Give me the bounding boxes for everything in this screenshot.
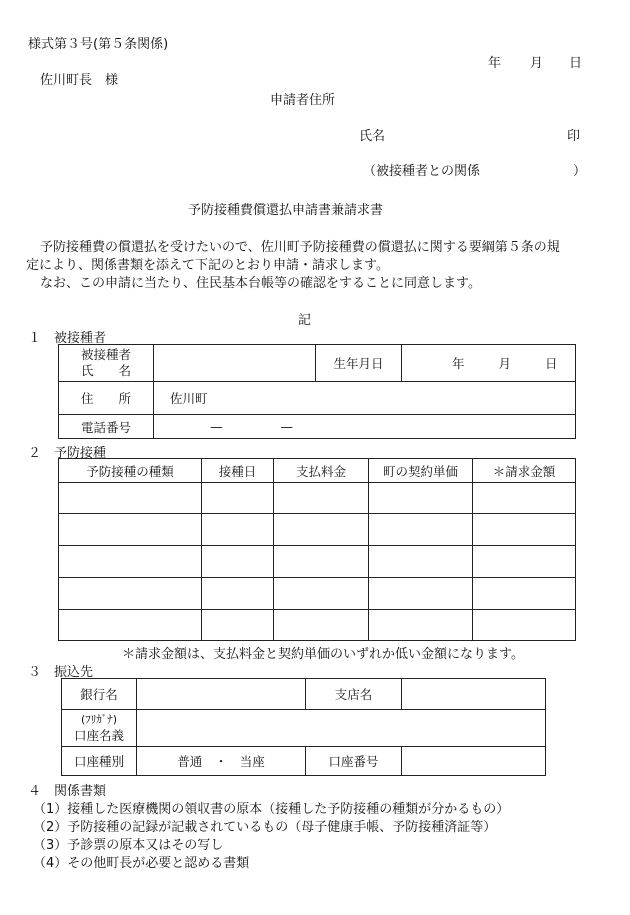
table-row [59, 546, 576, 578]
addressee: 佐川町長 様 [40, 73, 119, 88]
body-line-2: 定により、関係書類を添えて下記のとおり申請・請求します。 [26, 258, 389, 273]
cell[interactable] [59, 578, 202, 610]
section2-heading: ２ 予防接種 [28, 446, 107, 461]
table-row [59, 514, 576, 546]
account-holder-field[interactable] [137, 710, 546, 747]
cell[interactable] [473, 610, 576, 641]
list-item: （1）接種した医療機関の領収書の原本（接種した予防接種の種類が分かるもの） [33, 802, 510, 817]
body-line-1: 予防接種費の償還払を受けたいので、佐川町予防接種費の償還払に関する要綱第５条の規 [40, 240, 560, 255]
form-number: 様式第３号(第５条関係) [28, 37, 169, 52]
account-type-label: 口座種別 [62, 747, 137, 776]
cell[interactable] [202, 514, 274, 546]
cell[interactable] [274, 483, 369, 514]
cell[interactable] [274, 610, 369, 641]
cell[interactable] [369, 514, 473, 546]
cell[interactable] [473, 578, 576, 610]
bank-table [61, 678, 546, 776]
cell[interactable] [274, 578, 369, 610]
date-month: 月 [530, 56, 544, 71]
ki-mark: 記 [298, 313, 312, 328]
table-row [59, 610, 576, 641]
birth-month: 月 [498, 356, 512, 371]
seal-mark: 印 [567, 129, 581, 144]
birth-year: 年 [452, 356, 465, 371]
col-vaccination-date: 接種日 [202, 459, 274, 483]
applicant-name-label: 氏名 [359, 129, 386, 144]
list-item: （4）その他町長が必要と認める書類 [33, 856, 250, 871]
branch-name-field[interactable] [402, 679, 546, 710]
address-field[interactable]: 佐川町 [154, 382, 576, 415]
document-title: 予防接種費償還払申請書兼請求書 [188, 203, 384, 218]
table-row [59, 578, 576, 610]
phone-field[interactable] [154, 415, 576, 439]
section3-heading: ３ 振込先 [28, 665, 94, 680]
bank-name-label: 銀行名 [62, 679, 137, 710]
account-type-field[interactable]: 普通 ・ 当座 [137, 747, 306, 776]
date-year: 年 [488, 56, 502, 71]
phone-dash-2: — [280, 419, 293, 434]
col-vaccine-type: 予防接種の種類 [59, 459, 202, 483]
cell[interactable] [59, 610, 202, 641]
account-holder-label: (ﾌﾘｶﾞﾅ) 口座名義 [62, 710, 137, 747]
vaccination-table [58, 458, 576, 641]
cell[interactable] [274, 546, 369, 578]
cell[interactable] [202, 483, 274, 514]
address-label: 住 所 [59, 382, 154, 415]
cell[interactable] [59, 546, 202, 578]
col-contract-price: 町の契約単価 [369, 459, 473, 483]
relation-close: ） [573, 164, 587, 179]
date-day: 日 [569, 56, 583, 71]
section1-heading: １ 被接種者 [28, 331, 107, 346]
cell[interactable] [202, 546, 274, 578]
list-item: （2）予防接種の記録が記載されているもの（母子健康手帳、予防接種済証等） [33, 820, 497, 835]
cell[interactable] [369, 578, 473, 610]
cell[interactable] [202, 610, 274, 641]
bank-name-field[interactable] [137, 679, 306, 710]
applicant-address-label: 申請者住所 [270, 93, 336, 108]
account-number-field[interactable] [402, 747, 546, 776]
cell[interactable] [369, 546, 473, 578]
recipient-name-field[interactable] [154, 345, 316, 382]
phone-dash-1: — [210, 419, 223, 434]
phone-label: 電話番号 [59, 415, 154, 439]
cell[interactable] [473, 514, 576, 546]
list-item: （3）予診票の原本又はその写し [33, 838, 224, 853]
relation-label: （被接種者との関係 [363, 164, 481, 179]
birth-day: 日 [545, 356, 558, 371]
birthdate-label: 生年月日 [316, 345, 402, 382]
claim-note: ＊請求金額は、支払料金と契約単価のいずれか低い金額になります。 [122, 647, 524, 662]
recipient-name-label: 被接種者 氏 名 [59, 345, 154, 382]
body-line-3: なお、この申請に当たり、住民基本台帳等の確認をすることに同意します。 [40, 276, 481, 291]
cell[interactable] [59, 483, 202, 514]
cell[interactable] [473, 483, 576, 514]
branch-name-label: 支店名 [306, 679, 402, 710]
cell[interactable] [274, 514, 369, 546]
account-number-label: 口座番号 [306, 747, 402, 776]
birthdate-field[interactable] [402, 345, 576, 382]
cell[interactable] [369, 483, 473, 514]
col-claim-amount: ＊請求金額 [473, 459, 576, 483]
cell[interactable] [473, 546, 576, 578]
section4-heading: ４ 関係書類 [28, 784, 107, 799]
col-paid-amount: 支払料金 [274, 459, 369, 483]
cell[interactable] [202, 578, 274, 610]
table-row [59, 483, 576, 514]
recipient-table [58, 344, 576, 439]
cell[interactable] [369, 610, 473, 641]
cell[interactable] [59, 514, 202, 546]
